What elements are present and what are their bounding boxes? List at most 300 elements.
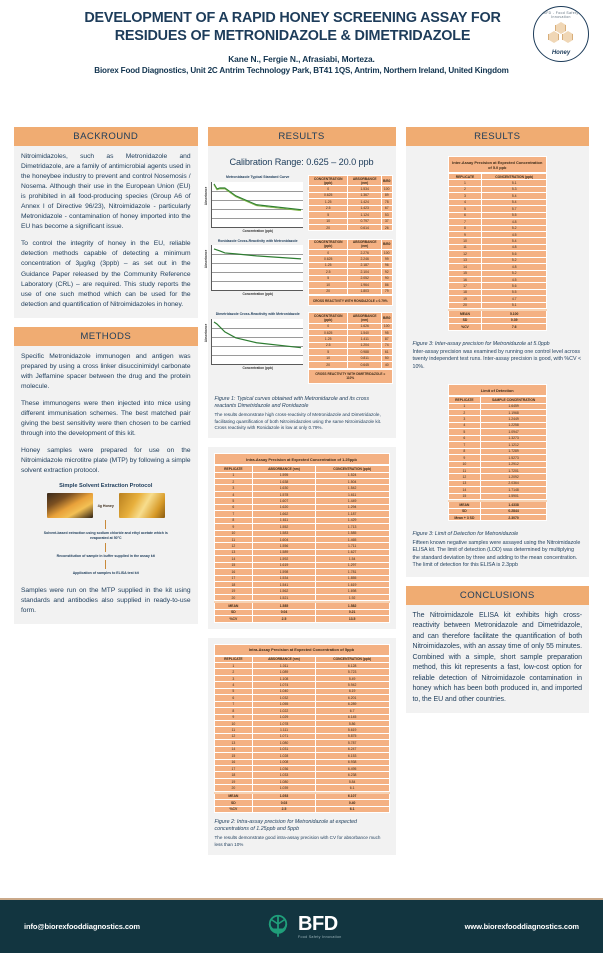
table-cell: 6.153 (315, 753, 389, 759)
table-cell: 1.552 (253, 524, 316, 530)
intra-assay-125-panel (208, 447, 396, 628)
column-header: CONCENTRATION (ppb) (315, 466, 389, 472)
table-cell: 1 (448, 403, 481, 409)
table-cell: Mean + 3 SD (448, 515, 481, 521)
chart-table-dimetridazole (308, 312, 393, 384)
table-cell: 1.7148 (481, 487, 547, 493)
footer-website[interactable]: www.biorexfooddiagnostics.com (464, 922, 579, 931)
table-cell: 1.542 (315, 485, 389, 491)
table-cell: 1.7289 (481, 448, 547, 454)
inter-assay-table (448, 173, 548, 330)
table-header-row (308, 313, 392, 323)
table-cell: 11 (214, 536, 253, 542)
protocol-step-1: Solvent-based extraction using sodium chloride and ethyl acetate which is evaporated at 50°C (43, 531, 168, 540)
table-cell: 9 (214, 524, 253, 530)
table-cell: 5.619 (315, 727, 389, 733)
table-cell: 1.620 (253, 504, 316, 510)
table-summary-row (214, 806, 389, 812)
table-cell: 10 (308, 355, 348, 361)
table-cell: 53 (381, 212, 392, 218)
author-list: Kane N., Fergie N., Afrasiabi, Morteza. (228, 54, 375, 65)
table-cell: 1.521 (253, 594, 316, 600)
table-cell: 2.246 (348, 256, 382, 262)
column-header: REPLICATE (214, 656, 253, 662)
table-cell: 86 (381, 282, 392, 288)
table-cell: 0.625 (308, 256, 348, 262)
table-cell: 1.589 (253, 549, 316, 555)
table-cell: 1.008 (253, 759, 316, 765)
table-cell: 20 (214, 594, 253, 600)
table-cell: 61 (381, 349, 392, 355)
table-cell: 20 (308, 225, 348, 231)
table-cell: 1.089 (253, 669, 316, 675)
table-cell: 1.541 (253, 582, 316, 588)
table-cell: 1.611 (253, 517, 316, 523)
table-cell: 15 (448, 493, 481, 499)
table-cell: 5.1 (482, 302, 547, 308)
table-cell: 6.128 (315, 663, 389, 669)
conclusions-panel (406, 586, 590, 714)
column-header: ABSORBANCE (nm) (253, 656, 316, 662)
figure-2-note: The results demonstrate good intra-assay precision with CV for absorbance much less than 10% (214, 835, 381, 847)
table-cell: %CV (214, 806, 253, 812)
table-cell: 89 (381, 192, 392, 198)
methods-paragraph-3: Honey samples were prepared for use on the Nitroimidazole microtitre plate (MTP) by following a simple solvent extraction protocol. (21, 447, 191, 475)
table-cell: 5.875 (315, 733, 389, 739)
table-cell: 5.7 (482, 206, 547, 212)
column-header: REPLICATE (214, 466, 253, 472)
table-cell: 19 (448, 296, 482, 302)
table-summary-row (448, 324, 547, 330)
column-header: CONCENTRATION (ppb) (308, 176, 348, 186)
table-cell: 2.5 (308, 205, 348, 211)
table-cell: 2.3070 (481, 515, 547, 521)
poster-footer (0, 898, 603, 953)
table-cell: 1.698 (315, 588, 389, 594)
table-cell: 6.289 (315, 701, 389, 707)
table-cell: 1.449 (315, 498, 389, 504)
table-cell: 5 (448, 206, 482, 212)
table-cell: MEAN (214, 603, 253, 609)
table-cell: 1.598 (253, 569, 316, 575)
table-cell: 1.604 (253, 536, 316, 542)
table-cell: 100 (381, 249, 392, 255)
chart-series-line (212, 182, 303, 228)
figure-3-lod-note: Fifteen known negative samples were assayed using the Nitroimidazole ELISA kit. The limit of detection (LOD) was determined by multiplying the standard deviation by three and adding to the mean concentration. The limit of detection for this ELISA is 2.3ppb (412, 539, 581, 569)
table-cell: 1 (214, 472, 253, 478)
table-cell: 10 (308, 218, 348, 224)
table-cell: 8 (448, 225, 482, 231)
table-cell: 6.1 (315, 806, 389, 812)
table-cell: 1.540 (348, 330, 382, 336)
table-cell: 10 (448, 461, 481, 467)
table-cell: 1.036 (253, 766, 316, 772)
tbody-0 (308, 176, 392, 231)
table-cell: 1.3273 (481, 435, 547, 441)
table-cell: 100 (381, 323, 392, 329)
table-cell: 5.2 (482, 270, 547, 276)
table-cell: 90 (381, 275, 392, 281)
table-cell: 5 (214, 688, 253, 694)
table-cell: 1.411 (348, 336, 382, 342)
table-summary-row (448, 515, 547, 521)
honey-drip-image (119, 493, 165, 518)
table-cell: 6.495 (315, 766, 389, 772)
leaf-globe-icon (263, 912, 293, 942)
table-cell: 1.0947 (481, 429, 547, 435)
table-cell: 1.031 (253, 746, 316, 752)
table-cell: 0.40 (315, 800, 389, 806)
table-cell: 1.074 (253, 682, 316, 688)
table-header-row (308, 239, 392, 249)
column-header: CONCENTRATION (ppb) (308, 313, 348, 323)
table-cell: 3 (448, 416, 481, 422)
lod-table (448, 396, 548, 521)
table-cell: 1.630 (253, 485, 316, 491)
table-cell: 1.071 (253, 733, 316, 739)
table-cell: 1.585 (315, 530, 389, 536)
table-cell: 37 (381, 218, 392, 224)
figure-3-lod-title: Figure 3: Limit of Detection for Metronidazole (412, 531, 519, 538)
table-cell: 16 (448, 277, 482, 283)
column-header: ABSORBANCE (nm) (348, 239, 382, 249)
background-paragraph-1: Nitroimidazoles, such as Metronidazole and Dimetridazole, are a family of antimicrobial agents used in the honeybee industry to prevent and control Nosemosis / Nosema. Although their use in the European Union (EU) is prohibited in all food-producing species (Group A6 of Annex I of Directive 96/23), Nitroimidazole - particularly Metronidazole - contamination of honey imported into the EU has become a significant issue. (21, 153, 191, 231)
table-cell: 1.6459 (481, 403, 547, 409)
table-cell: 1.25 (308, 262, 348, 268)
chart-plot-area (211, 182, 303, 228)
figure-3-inter-title: Figure 3: Inter-assay precision for Metronidazole at 5.0ppb (412, 340, 550, 347)
table-cell: 12 (214, 733, 253, 739)
methods-paragraph-4: Samples were run on the MTP supplied in the kit using standards and antibodies also supplied in ready-to-use form. (21, 587, 191, 615)
table-cell: 1.638 (253, 479, 316, 485)
table-cell: 14 (214, 746, 253, 752)
table-cell: 78 (381, 199, 392, 205)
table-cell: 10 (308, 282, 348, 288)
table-cell: 12 (448, 251, 482, 257)
table-cell: 11 (448, 467, 481, 473)
table-cell: 0.614 (348, 225, 382, 231)
table-cell: 0.625 (308, 192, 348, 198)
table-cell: 92 (381, 269, 392, 275)
table-cell: 9 (214, 714, 253, 720)
table-cell: 4.8 (482, 264, 547, 270)
table-cell: 12 (214, 543, 253, 549)
poster-header (0, 0, 603, 81)
figure-3-inter-note: Inter-assay precision was examined by running one control level across twenty independent test runs. Inter-assay precision is good, with %CV < 10%. (412, 348, 582, 370)
table-cell: 6.247 (315, 746, 389, 752)
table-cell: 1.2449 (481, 416, 547, 422)
table-cell: 1.711 (315, 543, 389, 549)
table-cell: 6 (448, 212, 482, 218)
table-cell: 1.7201 (481, 467, 547, 473)
chart-table-ronidazole (308, 239, 393, 307)
table-cell: 7 (214, 701, 253, 707)
table-cell: 1.582 (315, 603, 389, 609)
table-cell: 14 (448, 264, 482, 270)
table-cell: 17 (214, 766, 253, 772)
table-cell: 10 (214, 720, 253, 726)
table-cell: 11 (448, 244, 482, 250)
results-mid-heading: RESULTS (208, 127, 396, 146)
table-cell: 1.080 (253, 778, 316, 784)
footer-email[interactable]: info@biorexfooddiagnostics.com (24, 922, 140, 931)
table-cell: 2.0364 (481, 480, 547, 486)
table-cell: 16 (214, 759, 253, 765)
column-header: B/B0 (381, 313, 392, 323)
intra-assay-125-table (214, 465, 390, 622)
table-cell: 0 (308, 186, 348, 192)
chart-dimetridazole (203, 312, 305, 370)
table-cell: 100 (381, 186, 392, 192)
table-cell: 1.855 (315, 575, 389, 581)
table-cell: 10 (214, 530, 253, 536)
table-cell: 1.534 (253, 575, 316, 581)
table-cell: 6.238 (315, 772, 389, 778)
table-cell: 2.187 (348, 262, 382, 268)
table-cell: 1.124 (348, 212, 382, 218)
table-cell: 1.032 (253, 695, 316, 701)
chart-ronidazole (203, 238, 305, 297)
table-cell: 1.297 (315, 562, 389, 568)
tbody-6 (448, 397, 547, 521)
table-cell: 4.8 (482, 244, 547, 250)
table-cell: 1.583 (253, 530, 316, 536)
chart-title: Metronidazole Typical Standard Curve (226, 175, 290, 179)
chart-plot-area (211, 319, 303, 365)
table-cell: 6.7 (315, 708, 389, 714)
table-cell: 19 (214, 588, 253, 594)
column-header: ABSORBANCE (nm) (348, 313, 382, 323)
table-cell: 5.5 (482, 212, 547, 218)
table-cell: 1.627 (315, 549, 389, 555)
chart-title: Ronidazole Cross-Reactivity with Metronidazole (217, 238, 298, 243)
table-cell: 1 (448, 180, 482, 186)
table-cell: 13 (214, 740, 253, 746)
table-cell: 1.055 (253, 701, 316, 707)
methods-paragraph-2: These immunogens were then injected into mice using different immunisation schemes. The best matched pair giving the best sensitivity were then chosen to be carried through into the development of this kit. (21, 399, 191, 438)
table-cell: 50 (381, 355, 392, 361)
table-cell: 87 (381, 336, 392, 342)
brand-tagline: Food Safety Innovation (298, 935, 342, 939)
table-cell: 6 (214, 504, 253, 510)
table-cell: 5.100 (482, 311, 547, 317)
bfd-logo (263, 912, 342, 942)
conclusions-heading: CONCLUSIONS (406, 586, 590, 605)
table-cell: 4 (448, 422, 481, 428)
figure-1-title: Figure 1: Typical curves obtained with Metronidazole and its cross reactants Dimetridazole and Ronidazole (214, 395, 369, 410)
honey-jar-image (47, 493, 93, 518)
brand-name: BFD (298, 913, 338, 935)
table-cell: 5 (448, 429, 481, 435)
table-cell: 3 (214, 675, 253, 681)
conclusions-text: The Nitroimidazole ELISA kit exhibits high cross-reactivity between Metronidazole and Dimetridazole, and can therefore facilitate the quantification of both Nitroimidazoles, with an assay time of only 55 minutes. Combined with a simple, short sample preparation method, this kit represents a fast, low-cost option for reliable detection of Nitroimidazole contamination in honey which has been both produced in, and imported to, the EU and other countries. (412, 611, 582, 703)
table-cell: 5 (308, 275, 348, 281)
table-cell: 17 (214, 575, 253, 581)
table-cell: 20 (448, 302, 482, 308)
table-cell: 96 (381, 262, 392, 268)
table-cell: 1.465 (315, 536, 389, 542)
table-cell: 13 (448, 257, 482, 263)
table-cell: 7 (214, 511, 253, 517)
column-header: B/B0 (381, 239, 392, 249)
table-cell: 1.607 (253, 498, 316, 504)
chart-plot-area (211, 245, 303, 291)
table-cell: 1.022 (253, 708, 316, 714)
table-cell: 1.2258 (481, 422, 547, 428)
table-cell: 5.1 (482, 180, 547, 186)
column-header: CONCENTRATION (ppb) (308, 239, 348, 249)
figure-1-caption (208, 390, 396, 438)
table-cell: 2 (214, 479, 253, 485)
table-cell: 0 (308, 249, 348, 255)
table-cell: 1.585 (253, 603, 316, 609)
table-cell: 17 (448, 283, 482, 289)
table-cell: 1.033 (253, 772, 316, 778)
table-cell: 5.4 (482, 193, 547, 199)
table-cell: 5 (214, 498, 253, 504)
table-cell: 1.423 (348, 205, 382, 211)
table-cell: 95 (381, 330, 392, 336)
table-cell: 74 (381, 342, 392, 348)
table-cell: 3 (214, 485, 253, 491)
column-header: SAMPLE CONCENTRATION (481, 397, 547, 403)
logo-honey-label: Honey (551, 50, 571, 56)
chart-ylabel: Absorbance (203, 323, 208, 342)
tbody-3 (214, 466, 389, 622)
table-cell: 6 (214, 695, 253, 701)
chart-title: Dimetridazole Cross-Reactivity with Metronidazole (215, 312, 300, 317)
calibration-range-text: Calibration Range: 0.625 – 20.0 ppb (229, 157, 374, 167)
table-cell: 2.5 (308, 269, 348, 275)
chart-ylabel: Absorbance (203, 249, 208, 269)
table-cell: 6 (448, 435, 481, 441)
table-cell: 18 (448, 289, 482, 295)
inter-assay-title: Inter-Assay Precision at Expected Concentration of 5.0 ppb (448, 156, 548, 173)
column-header: REPLICATE (448, 397, 481, 403)
table-cell: 5.4 (482, 238, 547, 244)
table-cell: 14 (448, 487, 481, 493)
table-cell: 1.5901 (481, 493, 547, 499)
table-cell: 2.052 (348, 275, 382, 281)
table-cell: 1.2912 (481, 461, 547, 467)
table-cell: 5.6 (482, 283, 547, 289)
table-cell: SD (214, 609, 253, 615)
table-cell: 2.276 (348, 249, 382, 255)
results-right-heading: RESULTS (406, 127, 590, 146)
table-cell: 7 (448, 219, 482, 225)
table-cell: 26 (381, 225, 392, 231)
table-cell: 1.078 (253, 720, 316, 726)
table-cell: 3 (448, 193, 482, 199)
poster-columns (0, 127, 603, 875)
protocol-sample-label: 4g Honey (97, 503, 114, 508)
table-cell: 0.39 (482, 317, 547, 323)
table-cell: 18 (214, 772, 253, 778)
chart-metronidazole (203, 175, 305, 233)
background-panel (14, 127, 198, 318)
table-cell: 20 (308, 362, 348, 368)
table-cell: 0.811 (348, 355, 382, 361)
lod-title: Limit of Detection (448, 384, 548, 396)
chart-row-metronidazole (203, 175, 396, 239)
table-cell: 1.25 (308, 199, 348, 205)
table-cell: 99 (381, 256, 392, 262)
table-cell: 1.028 (253, 753, 316, 759)
table-cell: 79 (381, 288, 392, 294)
table-cell: 1.964 (348, 282, 382, 288)
table-cell: 6.1 (315, 785, 389, 791)
table-cell: 19 (214, 778, 253, 784)
protocol-connector (105, 543, 106, 552)
honey-logo-badge (533, 6, 589, 62)
table-cell: 2.5 (308, 342, 348, 348)
table-cell: 1.662 (253, 511, 316, 517)
table-cell: 0.2844 (481, 508, 547, 514)
table-cell: 4.7 (482, 296, 547, 302)
table-cell: 8 (214, 708, 253, 714)
table-cell: 1.524 (315, 472, 389, 478)
table-row (308, 225, 392, 231)
table-cell: 9 (448, 231, 482, 237)
table-cell: 1.011 (253, 663, 316, 669)
protocol-images (21, 493, 191, 518)
table-cell: 5.3 (482, 186, 547, 192)
table-cell: 4.5 (482, 231, 547, 237)
table-cell: 1.040 (253, 688, 316, 694)
table-cell: SD (448, 317, 482, 323)
table-cell: 7.6 (482, 324, 547, 330)
table-cell: 5.723 (315, 669, 389, 675)
table-cell: 67 (381, 205, 392, 211)
tbody-2 (308, 313, 392, 368)
table-cell: MEAN (448, 502, 481, 508)
table-row (308, 288, 392, 294)
results-mid-panel (203, 127, 396, 438)
methods-paragraph-1: Specific Metronidazole immunogen and antigen was prepared by using a cross linker disuccinimidyl carbonate with Jeffamine spacer between the drug and the protein molecule. (21, 352, 191, 390)
table-cell: 4.5 (482, 277, 547, 283)
data-table (308, 175, 393, 231)
table-cell: 5.942 (315, 682, 389, 688)
table-cell: 1.25 (308, 336, 348, 342)
table-cell: 9 (448, 455, 481, 461)
table-cell: 5.4 (482, 199, 547, 205)
table-cell: 16 (214, 569, 253, 575)
table-cell: 13 (448, 480, 481, 486)
table-cell: 2 (448, 186, 482, 192)
column-header: CONCENTRATION (ppb) (482, 174, 547, 180)
table-cell: 1.534 (348, 186, 382, 192)
table-cell: 2.5 (253, 616, 316, 622)
table-cell: 4.8 (482, 219, 547, 225)
table-cell: SD (448, 508, 481, 514)
protocol-step-3: Application of samples to ELISA test kit (72, 571, 139, 576)
table-cell: 1.92 (315, 594, 389, 600)
column-header: CONCENTRATION (ppb) (315, 656, 389, 662)
figure-3-inter-caption (406, 335, 590, 379)
table-cell: 4 (214, 491, 253, 497)
table-cell: 5.787 (315, 740, 389, 746)
methods-panel (14, 327, 198, 625)
table-cell: SD (214, 800, 253, 806)
conclusions-body (406, 605, 590, 714)
figure-2-caption (208, 813, 396, 855)
table-cell: 1.424 (348, 199, 382, 205)
column-header: REPLICATE (448, 174, 482, 180)
table-cell: 1.053 (253, 793, 316, 799)
table-cell: 1.187 (315, 511, 389, 517)
chart-table-metronidazole (308, 175, 393, 231)
table-cell: 1.367 (348, 192, 382, 198)
